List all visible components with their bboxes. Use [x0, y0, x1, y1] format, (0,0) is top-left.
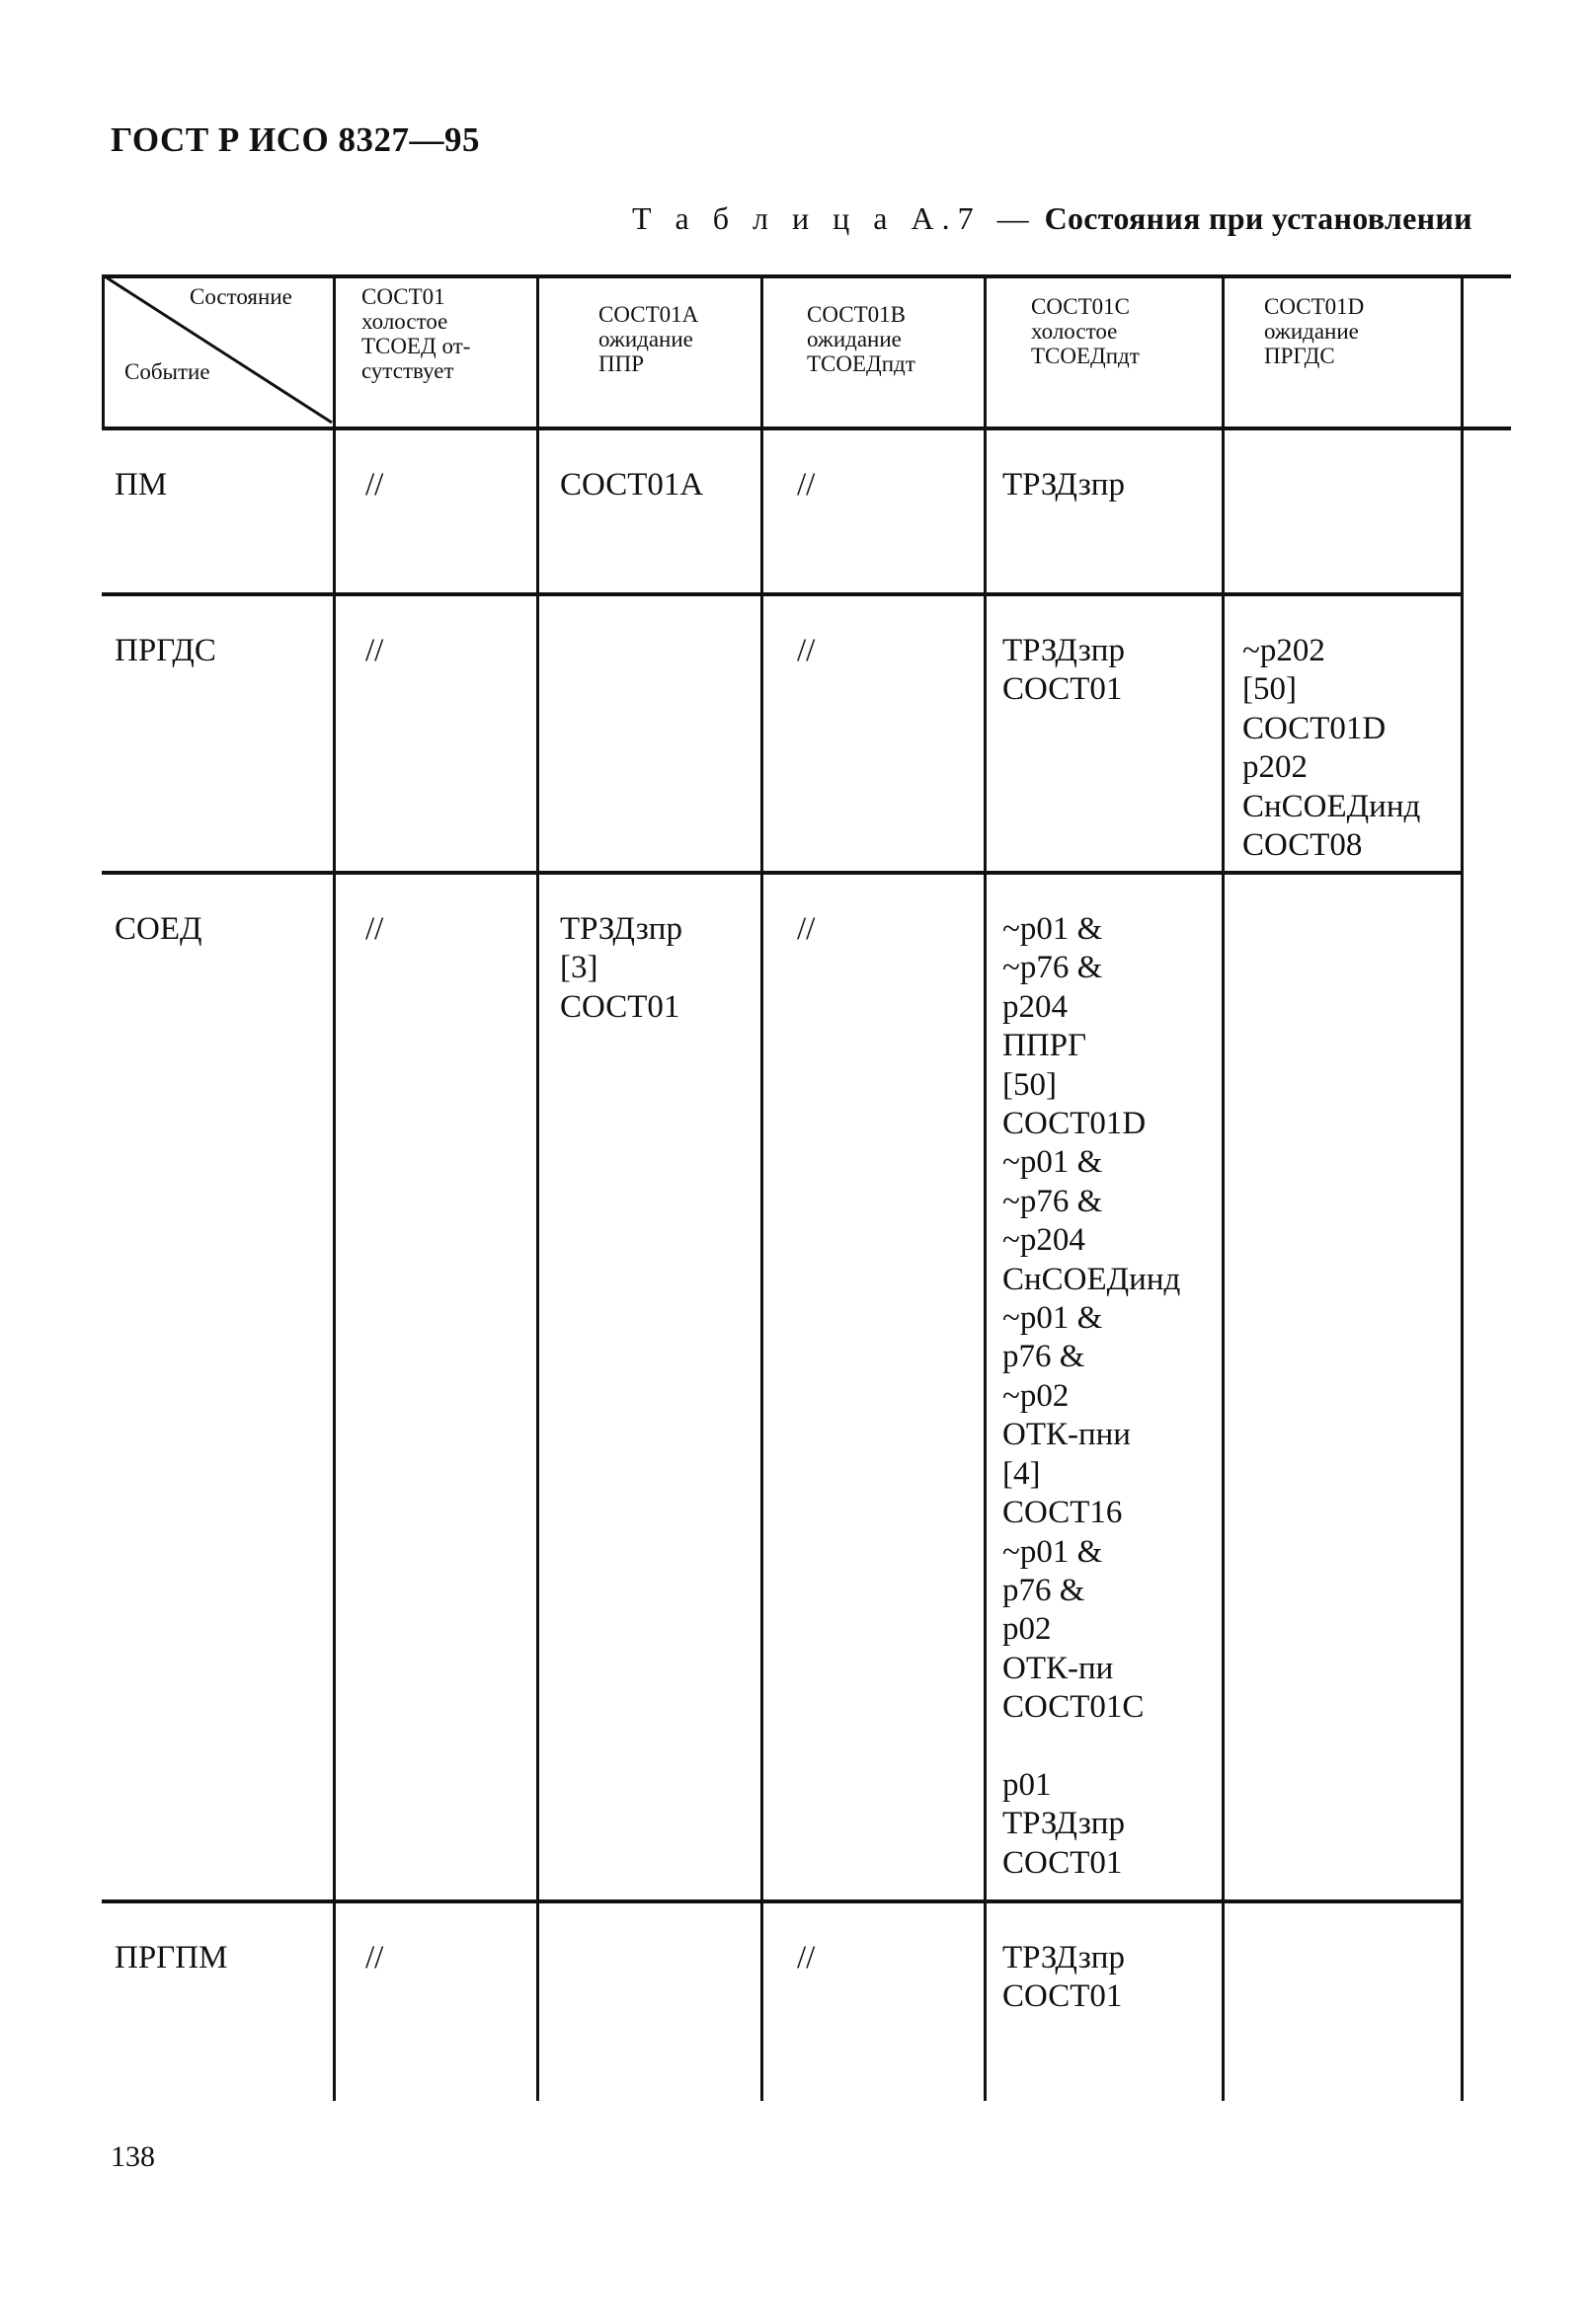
- cell-line: СОСТ01: [1002, 1844, 1123, 1881]
- cell-line: р202: [1242, 749, 1308, 786]
- column-state-desc: ПРГДС: [1264, 344, 1335, 368]
- cell-line: СОСТ01А: [560, 467, 704, 503]
- cell-line: //: [797, 1940, 816, 1975]
- row-event-label: ПРГДС: [115, 633, 216, 668]
- cell-line: [50]: [1002, 1066, 1057, 1103]
- column-state-desc: ТСОЕД от-: [361, 334, 471, 358]
- cell-line: ~р204: [1002, 1222, 1085, 1259]
- column-state-desc: ППР: [598, 351, 645, 376]
- row-event-label: СОЕД: [115, 911, 202, 947]
- cell-line: ~р02: [1002, 1377, 1070, 1414]
- corner-state-label: Состояние: [190, 284, 292, 309]
- cell-line: СнСОЕДинд: [1242, 788, 1421, 824]
- column-header: [1264, 294, 1364, 368]
- column-state-desc: холостое: [1031, 319, 1118, 344]
- document-header: ГОСТ Р ИСО 8327—95: [111, 120, 481, 159]
- column-state-desc: ТСОЕДпдт: [1031, 344, 1140, 368]
- cell-line: СОСТ01: [1002, 671, 1123, 708]
- cell-line: //: [797, 467, 816, 503]
- cell-line: ТРЗДзпр: [1002, 1806, 1125, 1842]
- table-cell: [797, 910, 815, 949]
- table-cell: [560, 910, 682, 1027]
- column-border: [1222, 274, 1225, 2101]
- table-cell: [797, 1939, 815, 1977]
- column-header: [361, 284, 470, 383]
- column-state-code: СОСТ01D: [1264, 294, 1365, 319]
- column-border: [333, 274, 336, 2101]
- cell-line: СОСТ08: [1242, 827, 1363, 864]
- cell-line: СОСТ01D: [1002, 1106, 1147, 1142]
- cell-line: [4]: [1002, 1455, 1041, 1492]
- cell-line: ~р202: [1242, 633, 1325, 668]
- table-cell: [560, 466, 703, 504]
- column-state-desc: ожидание: [1264, 319, 1359, 344]
- cell-line: [3]: [560, 950, 598, 986]
- column-state-code: СОСТ01В: [807, 302, 906, 327]
- cell-line: СОСТ01: [560, 988, 680, 1025]
- table-cell: [1002, 632, 1125, 710]
- cell-line: [50]: [1242, 671, 1297, 708]
- table-cell: [797, 632, 815, 670]
- cell-line: ППРГ: [1002, 1028, 1087, 1064]
- row-border: [102, 1899, 1461, 1903]
- column-border: [536, 274, 539, 2101]
- table-cell: [365, 1939, 383, 1977]
- cell-line: ТРЗДзпр: [1002, 467, 1125, 503]
- row-border: [102, 592, 1461, 596]
- cell-line: //: [365, 1940, 384, 1975]
- caption-title: Состояния при установлении: [1044, 200, 1472, 236]
- table-cell: [1002, 1939, 1125, 2017]
- table-cell: [797, 466, 815, 504]
- cell-line: ОТК-пи: [1002, 1650, 1114, 1686]
- cell-line: ~р01 &: [1002, 1533, 1103, 1570]
- column-state-code: СОСТ01: [361, 284, 445, 309]
- column-header: [598, 302, 698, 376]
- cell-line: СОСТ01: [1002, 1978, 1123, 2015]
- table-cell: [1002, 910, 1180, 1883]
- cell-line: ~р01 &: [1002, 1144, 1103, 1181]
- column-state-desc: сутствует: [361, 358, 454, 383]
- column-state-desc: ожидание: [807, 327, 902, 351]
- cell-line: СОСТ01С: [1002, 1689, 1145, 1726]
- page-number: 138: [111, 2140, 155, 2173]
- cell-line: ТРЗДзпр: [1002, 633, 1125, 668]
- column-state-desc: холостое: [361, 309, 448, 334]
- cell-line: р76 &: [1002, 1339, 1085, 1375]
- table-cell: [1002, 466, 1125, 504]
- column-border: [1461, 274, 1464, 2101]
- cell-line: ~р01 &: [1002, 911, 1103, 947]
- cell-line: //: [365, 467, 384, 503]
- cell-line: СнСОЕДинд: [1002, 1261, 1181, 1297]
- column-state-code: СОСТ01С: [1031, 294, 1130, 319]
- table-cell: [365, 466, 383, 504]
- table-cell: [1242, 632, 1420, 865]
- cell-line: //: [797, 911, 816, 947]
- cell-line: СОСТ01D: [1242, 710, 1387, 746]
- caption-prefix: Т а б л и ц а А.7 —: [632, 200, 1037, 236]
- column-state-code: СОСТ01А: [598, 302, 699, 327]
- column-state-desc: ТСОЕДпдт: [807, 351, 915, 376]
- table-top-border: [102, 274, 1511, 278]
- column-border: [760, 274, 763, 2101]
- row-border: [102, 871, 1461, 875]
- column-border: [984, 274, 987, 2101]
- cell-line: р76 &: [1002, 1572, 1085, 1608]
- table-cell: [365, 910, 383, 949]
- cell-line: //: [797, 633, 816, 668]
- cell-line: //: [365, 633, 384, 668]
- cell-line: ~р76 &: [1002, 950, 1103, 986]
- header-bottom-border: [102, 426, 1511, 430]
- row-event-label: ПМ: [115, 467, 168, 503]
- table-cell: [365, 632, 383, 670]
- cell-line: ~р76 &: [1002, 1183, 1103, 1219]
- column-header: [1031, 294, 1140, 368]
- cell-line: //: [365, 911, 384, 947]
- cell-line: ТРЗДзпр: [1002, 1940, 1125, 1975]
- cell-line: [1002, 1728, 1180, 1766]
- corner-event-label: Событие: [124, 359, 210, 384]
- cell-line: ~р01 &: [1002, 1300, 1103, 1337]
- cell-line: СОСТ16: [1002, 1495, 1123, 1531]
- cell-line: ТРЗДзпр: [560, 911, 682, 947]
- cell-line: р01: [1002, 1766, 1052, 1803]
- cell-line: р204: [1002, 988, 1068, 1025]
- row-event-label: ПРГПМ: [115, 1940, 228, 1975]
- column-border: [102, 274, 105, 430]
- cell-line: ОТК-пни: [1002, 1417, 1131, 1453]
- column-header: [807, 302, 915, 376]
- cell-line: р02: [1002, 1611, 1052, 1648]
- column-state-desc: ожидание: [598, 327, 693, 351]
